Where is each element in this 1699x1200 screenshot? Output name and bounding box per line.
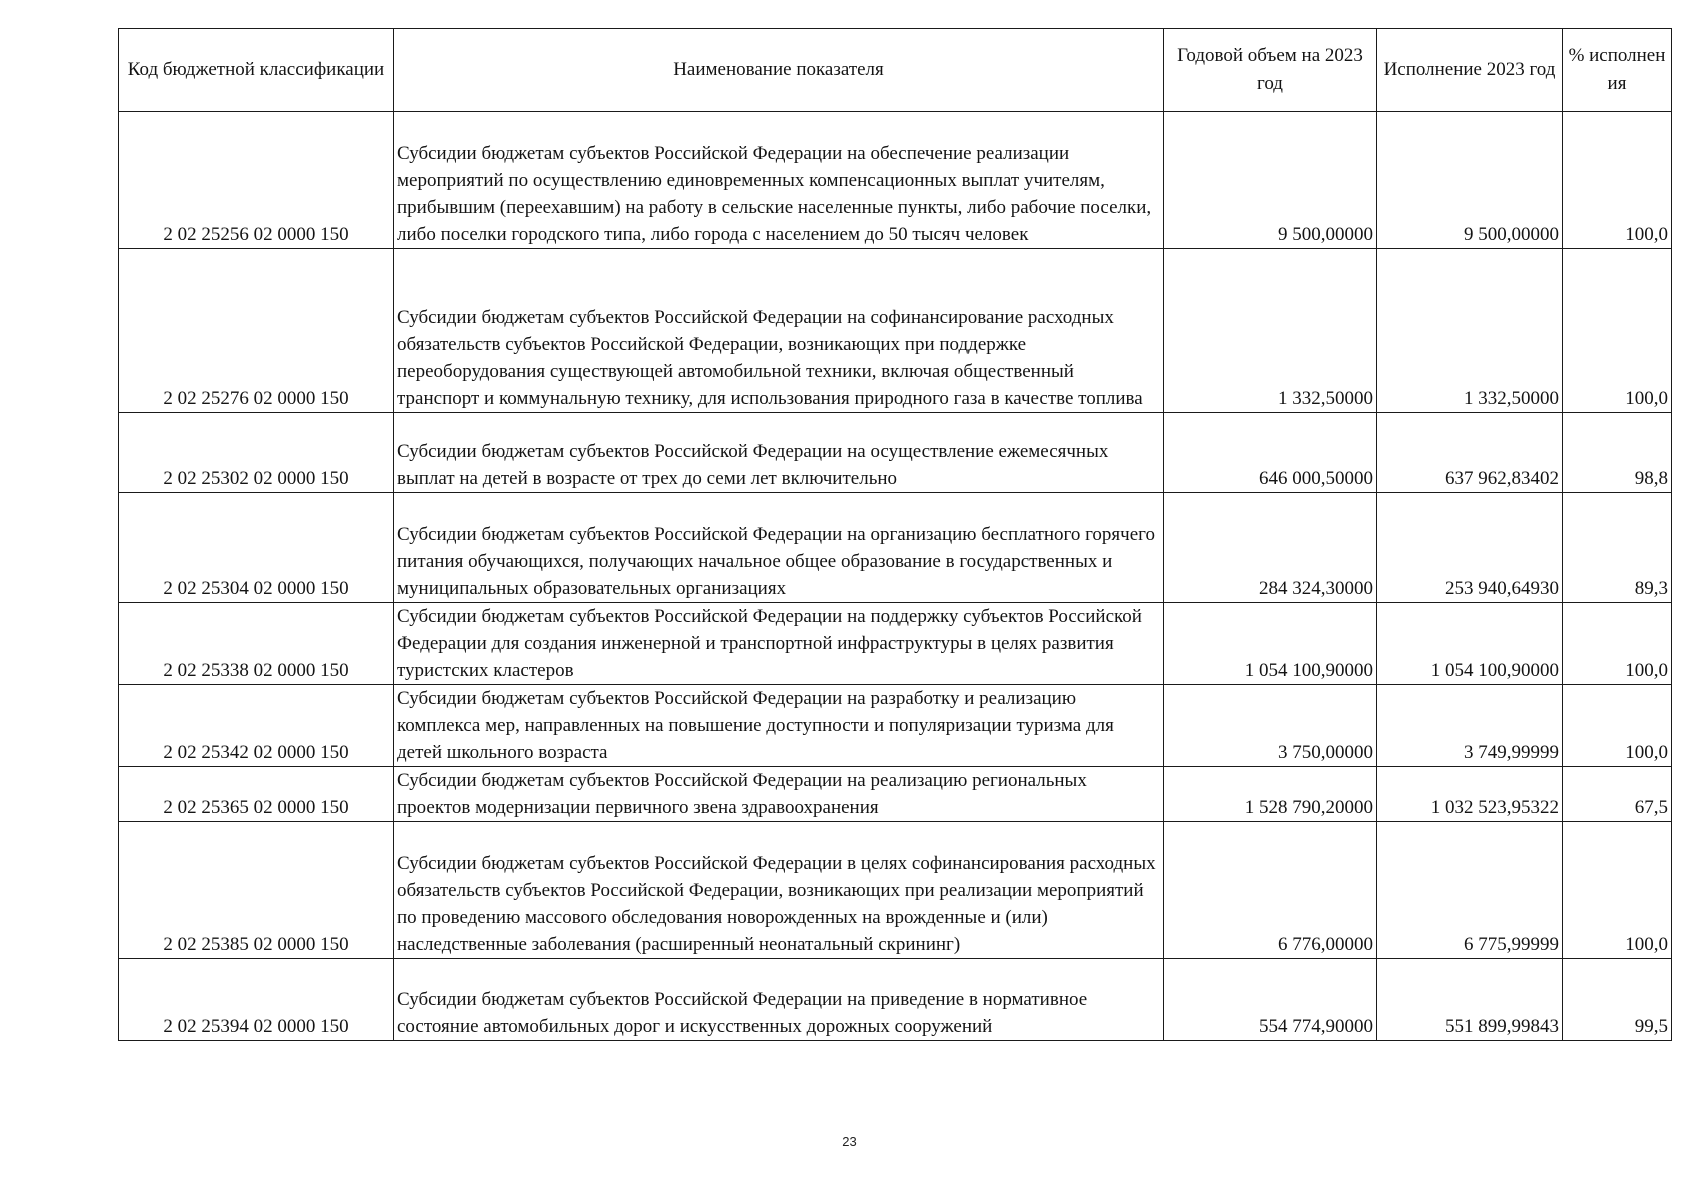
header-code: Код бюджетной классификации — [119, 29, 394, 112]
row-name: Субсидии бюджетам субъектов Российской Федерации на организацию бесплатного горячего питания обучающихся, получающих начальное общее образование в государственных и муниципальных образовательных организациях — [394, 493, 1164, 603]
table-row — [119, 493, 1672, 603]
row-execution: 637 962,83402 — [1377, 413, 1563, 493]
row-code: 2 02 25394 02 0000 150 — [119, 959, 394, 1041]
row-annual: 1 332,50000 — [1164, 249, 1377, 413]
table-row — [119, 249, 1672, 413]
row-code: 2 02 25256 02 0000 150 — [119, 112, 394, 249]
row-name: Субсидии бюджетам субъектов Российской Федерации на поддержку субъектов Российской Федерации для создания инженерной и транспортной инфраструктуры в целях развития туристских кластеров — [394, 603, 1164, 685]
row-execution: 1 032 523,95322 — [1377, 767, 1563, 822]
table-row — [119, 822, 1672, 959]
row-execution: 1 332,50000 — [1377, 249, 1563, 413]
row-annual: 9 500,00000 — [1164, 112, 1377, 249]
row-percent: 100,0 — [1563, 249, 1672, 413]
row-execution: 551 899,99843 — [1377, 959, 1563, 1041]
row-percent: 100,0 — [1563, 822, 1672, 959]
row-percent: 100,0 — [1563, 112, 1672, 249]
row-annual: 284 324,30000 — [1164, 493, 1377, 603]
row-annual: 1 528 790,20000 — [1164, 767, 1377, 822]
row-annual: 3 750,00000 — [1164, 685, 1377, 767]
row-percent: 98,8 — [1563, 413, 1672, 493]
row-percent: 100,0 — [1563, 685, 1672, 767]
table-row — [119, 413, 1672, 493]
row-code: 2 02 25342 02 0000 150 — [119, 685, 394, 767]
row-name: Субсидии бюджетам субъектов Российской Федерации в целях софинансирования расходных обязательств субъектов Российской Федерации, возникающих при реализации мероприятий по проведению массового обследования новорожденных на врожденные и (или) наследственные заболевания (расширенный неонатальный скрининг) — [394, 822, 1164, 959]
budget-table — [118, 28, 1672, 1041]
header-annual: Годовой объем на 2023 год — [1164, 29, 1377, 112]
page-number: 23 — [842, 1134, 857, 1149]
row-percent: 67,5 — [1563, 767, 1672, 822]
row-name: Субсидии бюджетам субъектов Российской Федерации на осуществление ежемесячных выплат на детей в возрасте от трех до семи лет включительно — [394, 413, 1164, 493]
row-code: 2 02 25302 02 0000 150 — [119, 413, 394, 493]
row-name: Субсидии бюджетам субъектов Российской Федерации на софинансирование расходных обязательств субъектов Российской Федерации, возникающих при поддержке переоборудования существующей автомобильной техники, включая общественный транспорт и коммунальную технику, для использования природного газа в качестве топлива — [394, 249, 1164, 413]
row-name: Субсидии бюджетам субъектов Российской Федерации на обеспечение реализации мероприятий по осуществлению единовременных компенсационных выплат учителям, прибывшим (переехавшим) на работу в сельские населенные пункты, либо рабочие поселки, либо поселки городского типа, либо города с населением до 50 тысяч человек — [394, 112, 1164, 249]
table-row — [119, 959, 1672, 1041]
table-header — [119, 29, 1672, 112]
row-annual: 1 054 100,90000 — [1164, 603, 1377, 685]
row-code: 2 02 25365 02 0000 150 — [119, 767, 394, 822]
header-name: Наименование показателя — [394, 29, 1164, 112]
header-percent: % исполнен ия — [1563, 29, 1672, 112]
row-annual: 6 776,00000 — [1164, 822, 1377, 959]
row-percent: 100,0 — [1563, 603, 1672, 685]
row-percent: 99,5 — [1563, 959, 1672, 1041]
row-code: 2 02 25304 02 0000 150 — [119, 493, 394, 603]
table-row — [119, 112, 1672, 249]
row-execution: 6 775,99999 — [1377, 822, 1563, 959]
row-execution: 253 940,64930 — [1377, 493, 1563, 603]
row-code: 2 02 25276 02 0000 150 — [119, 249, 394, 413]
row-execution: 9 500,00000 — [1377, 112, 1563, 249]
row-name: Субсидии бюджетам субъектов Российской Федерации на разработку и реализацию комплекса мер, направленных на повышение доступности и популяризации туризма для детей школьного возраста — [394, 685, 1164, 767]
row-code: 2 02 25385 02 0000 150 — [119, 822, 394, 959]
row-annual: 646 000,50000 — [1164, 413, 1377, 493]
row-code: 2 02 25338 02 0000 150 — [119, 603, 394, 685]
header-execution: Исполнение 2023 год — [1377, 29, 1563, 112]
table-row — [119, 603, 1672, 685]
row-name: Субсидии бюджетам субъектов Российской Федерации на приведение в нормативное состояние автомобильных дорог и искусственных дорожных сооружений — [394, 959, 1164, 1041]
row-name: Субсидии бюджетам субъектов Российской Федерации на реализацию региональных проектов модернизации первичного звена здравоохранения — [394, 767, 1164, 822]
row-execution: 3 749,99999 — [1377, 685, 1563, 767]
row-annual: 554 774,90000 — [1164, 959, 1377, 1041]
row-execution: 1 054 100,90000 — [1377, 603, 1563, 685]
table-row — [119, 767, 1672, 822]
table-row — [119, 685, 1672, 767]
table-body — [119, 112, 1672, 1041]
row-percent: 89,3 — [1563, 493, 1672, 603]
